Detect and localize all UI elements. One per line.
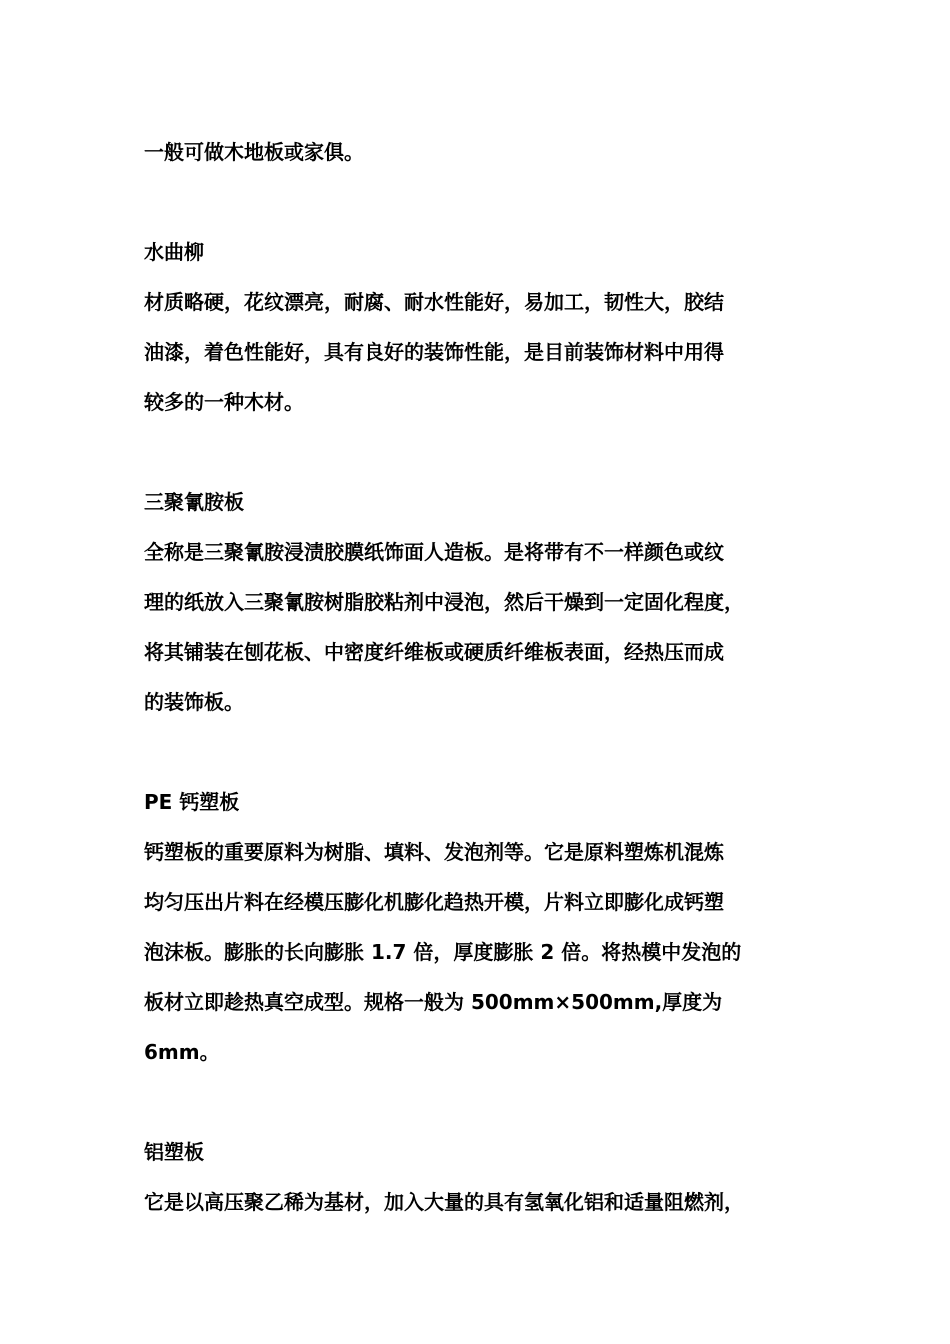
paragraph-line: 钙塑板的重要原料为树脂、填料、发泡剂等。它是原料塑炼机混炼 bbox=[144, 840, 724, 864]
paragraph-line: 材质略硬，花纹漂亮，耐腐、耐水性能好，易加工，韧性大，胶结 bbox=[144, 290, 724, 314]
document-page bbox=[144, 127, 824, 1227]
section-heading: 三聚氰胺板 bbox=[144, 490, 244, 514]
section-heading: 水曲柳 bbox=[144, 240, 204, 264]
paragraph-line: 均匀压出片料在经模压膨化机膨化趋热开模，片料立即膨化成钙塑 bbox=[144, 890, 724, 914]
intro-paragraph: 一般可做木地板或家俱。 bbox=[144, 140, 364, 164]
paragraph-line: 油漆，着色性能好，具有良好的装饰性能，是目前装饰材料中用得 bbox=[144, 340, 724, 364]
paragraph-line: 全称是三聚氰胺浸渍胶膜纸饰面人造板。是将带有不一样颜色或纹 bbox=[144, 540, 724, 564]
section-heading: 铝塑板 bbox=[144, 1140, 204, 1164]
paragraph-line: 6mm。 bbox=[144, 1040, 220, 1064]
paragraph-line: 它是以高压聚乙稀为基材，加入大量的具有氢氧化铝和适量阻燃剂， bbox=[144, 1190, 744, 1214]
paragraph-line: 板材立即趁热真空成型。规格一般为 500mm×500mm,厚度为 bbox=[144, 990, 723, 1014]
section-aluminum-plastic-board bbox=[144, 1127, 824, 1227]
section-shuiquliu bbox=[144, 227, 824, 427]
section-pe-calcium-plastic-board bbox=[144, 777, 824, 1077]
paragraph-line: 理的纸放入三聚氰胺树脂胶粘剂中浸泡，然后干燥到一定固化程度， bbox=[144, 590, 744, 614]
section-heading: PE 钙塑板 bbox=[144, 790, 240, 814]
paragraph-line: 较多的一种木材。 bbox=[144, 390, 304, 414]
paragraph-spacer bbox=[144, 427, 824, 477]
paragraph-line: 泡沫板。膨胀的长向膨胀 1.7 倍，厚度膨胀 2 倍。将热模中发泡的 bbox=[144, 940, 742, 964]
paragraph-line: 将其铺装在刨花板、中密度纤维板或硬质纤维板表面，经热压而成 bbox=[144, 640, 724, 664]
section-melamine-board bbox=[144, 477, 824, 727]
paragraph-spacer bbox=[144, 727, 824, 777]
paragraph-spacer bbox=[144, 1077, 824, 1127]
paragraph-spacer bbox=[144, 177, 824, 227]
paragraph-line: 的装饰板。 bbox=[144, 690, 244, 714]
